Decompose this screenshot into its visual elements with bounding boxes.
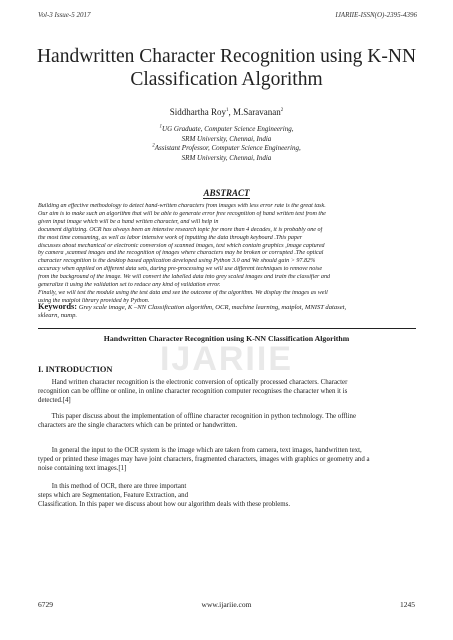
paper-title <box>30 45 423 91</box>
abstract-line: document digitizing. OCR has always been an intensive research topic for more than 4 decades, it is probably one of <box>38 226 323 233</box>
author-2-sup: 2 <box>280 108 284 113</box>
abstract-line: generalize it using the validation set to reduce any kind of validation error. <box>38 282 221 289</box>
affil-2-sup: 2 <box>152 143 155 149</box>
author-separator: , <box>228 107 233 117</box>
paragraph-line: In this method of OCR, there are three important <box>38 483 187 490</box>
section-divider <box>38 328 416 329</box>
abstract-line: Finally, we will test the module using the test data and see the outcome of the algorithm. We display the images as well <box>38 289 328 296</box>
section-heading: I. INTRODUCTION <box>38 365 113 374</box>
abstract-line: Building an effective methodology to detect hand-written characters from images with less error rate is the great task. <box>38 203 326 209</box>
running-title: Handwritten Character Recognition using K-NN Classification Algorithm <box>103 334 350 343</box>
intro-paragraph-1 <box>38 378 416 405</box>
abstract-line: the most time consuming, as well as labor intensive work of inputting the data through keyboard .This paper <box>38 234 303 241</box>
abstract-heading-text: ABSTRACT <box>203 188 250 198</box>
intro-paragraph-2 <box>38 412 416 430</box>
abstract-line: discusses about mechanical or electronic conversion of scanned images, text which contain graphics ,image captured <box>38 242 325 249</box>
title-line-1: Handwritten Character Recognition using K-NN <box>36 46 417 67</box>
abstract-heading <box>0 188 453 198</box>
paragraph-line: typed or printed these images may have joint characters, fragmented characters, images with graphics or geometry and a <box>38 456 370 464</box>
abstract-line: Our aim is to make such an algorithm that will be able to generate error free recognition of hand written text from the <box>38 210 326 217</box>
abstract-line: by camera ,scanned images and the recognition of images where characters may be broken or corrupted .The optical <box>38 250 324 257</box>
abstract-line: from the background of the image. We will convert the labelled data into grey scaled images and train the classifier and <box>38 274 331 281</box>
paragraph-line: In general the input to the OCR system is the image which are taken from camera, text images, handwritten text, <box>38 447 362 454</box>
ijariie-watermark: IJARIIE <box>159 340 294 378</box>
keywords-line-1: Grey scale image, K –NN Classification algorithm, OCR, machine learning, matplot, MNIST dataset, <box>77 304 347 311</box>
footer-website: www.ijariie.com <box>201 600 252 609</box>
footer-page-number: 1245 <box>400 600 415 609</box>
intro-paragraph-4 <box>38 482 416 509</box>
author-list <box>0 107 453 117</box>
paragraph-line: recognition can be offline or online, in online character recognition computer recognises the character when it is <box>38 388 348 396</box>
paragraph-line: characters are the single characters which can be printed or handwritten. <box>38 422 238 430</box>
header-issn: IJARIIE-ISSN(O)-2395-4396 <box>335 11 417 19</box>
author-1: Siddhartha Roy <box>169 107 226 117</box>
paragraph-line: Hand written character recognition is the electronic conversion of optically processed characters. Character <box>38 379 348 386</box>
paragraph-line: steps which are Segmentation, Feature Extraction, and <box>38 492 189 500</box>
intro-paragraph-3 <box>38 446 416 473</box>
paragraph-line: Classification. In this paper we discuss about how our algorithm deals with these problems. <box>38 501 291 509</box>
keywords <box>38 303 418 321</box>
affil-1-line-2: SRM University, Chennai, India <box>181 134 272 143</box>
abstract-line: accuracy when applied on different data sets, during pre-processing we will use different techniques to remove noise <box>38 266 323 273</box>
paragraph-line: noise containing text images.[1] <box>38 465 127 473</box>
paragraph-line: This paper discuss about the implementation of offline character recognition in python technology. The offline <box>38 413 357 420</box>
header-volume: Vol-3 Issue-5 2017 <box>38 11 91 19</box>
abstract-body <box>38 203 416 306</box>
footer-article-number: 6729 <box>38 600 53 609</box>
author-2: M.Saravanan <box>233 107 281 117</box>
abstract-line: given input image which will be a hand written character, and will help in <box>38 218 219 225</box>
abstract-line: using the matplot library provided by Python. <box>38 297 150 304</box>
affil-2-line-1: Assistant Professor, Computer Science Engineering, <box>154 144 301 153</box>
abstract-line: character recognition is the desktop based application developed using Python 3.0 and We should gain > 97.82% <box>38 258 316 265</box>
affil-1-sup: 1 <box>159 124 163 130</box>
author-1-sup: 1 <box>226 108 229 113</box>
keywords-label: Keywords: <box>38 302 78 311</box>
title-line-2: Classification Algorithm <box>130 69 323 90</box>
affil-2-line-2: SRM University, Chennai, India <box>181 153 272 162</box>
affiliations <box>0 125 453 163</box>
affil-1-line-1: UG Graduate, Computer Science Engineering, <box>162 125 294 133</box>
keywords-line-2: sklearn, nump. <box>38 312 78 320</box>
paragraph-line: detected.[4] <box>38 397 71 405</box>
